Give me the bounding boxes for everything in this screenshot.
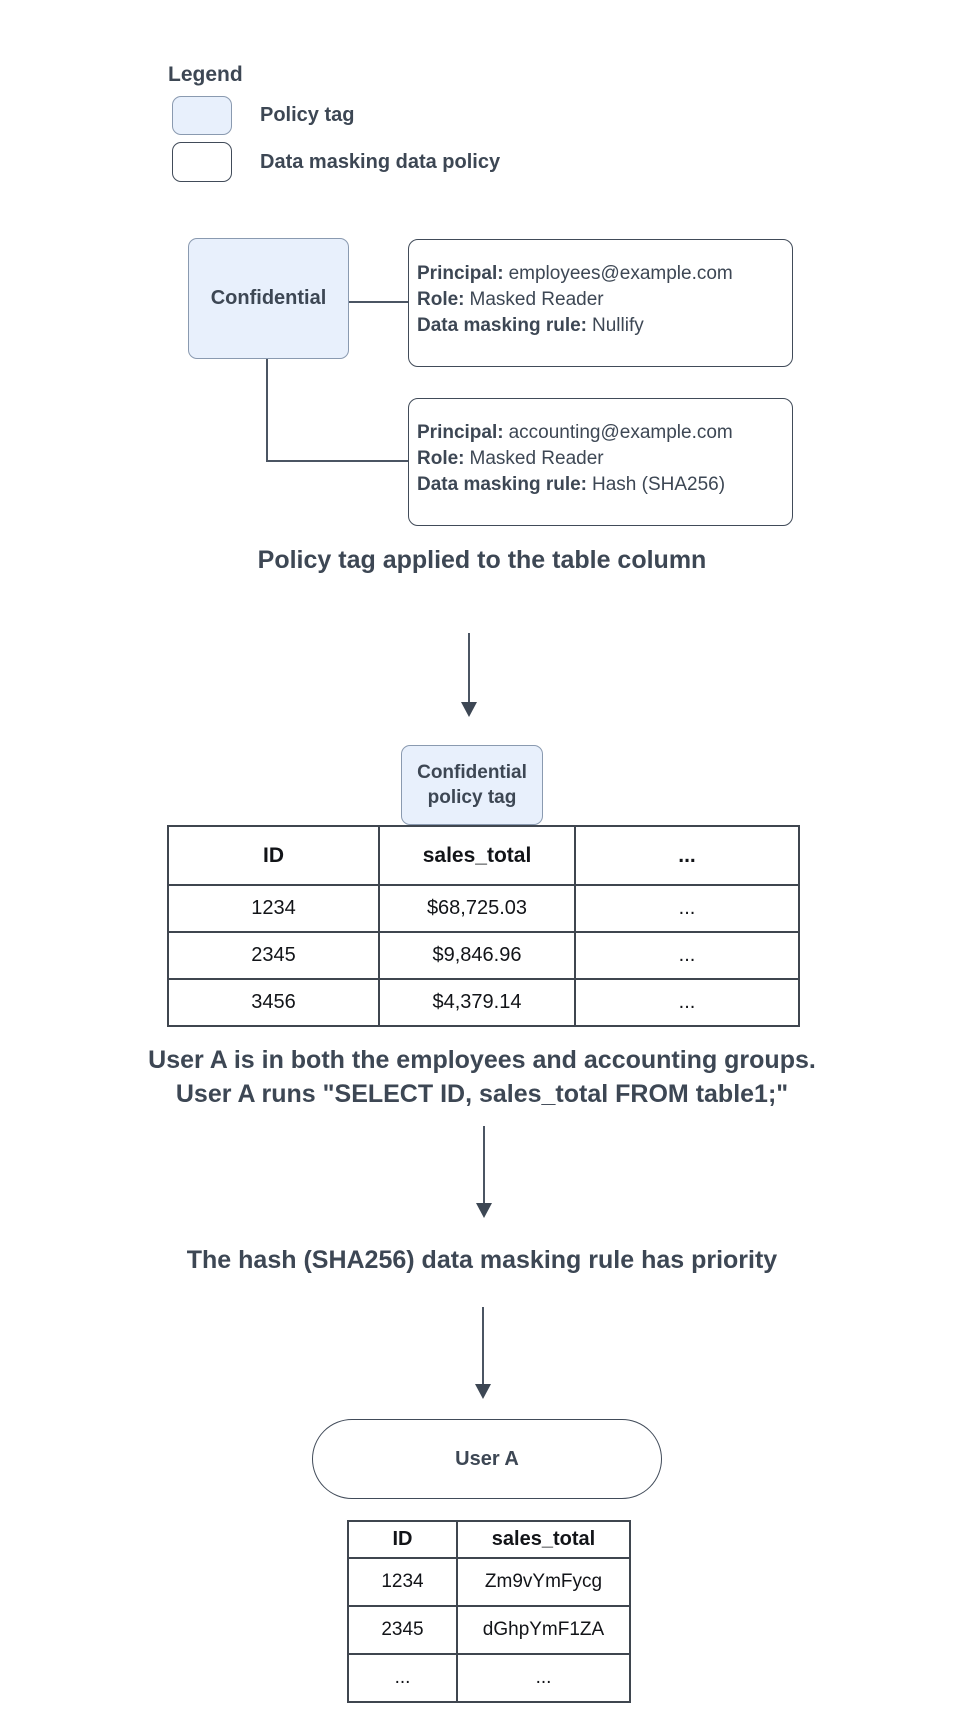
- arrow-head-icon: [475, 1384, 491, 1399]
- arrow-head-icon: [461, 702, 477, 717]
- connector-line: [266, 359, 268, 462]
- caption-hash-priority: The hash (SHA256) data masking rule has priority: [186, 1246, 778, 1274]
- table-cell: ...: [348, 1654, 457, 1702]
- arrow-stem: [483, 1126, 485, 1203]
- table-cell: ...: [575, 932, 799, 979]
- masked-result-table: [347, 1520, 631, 1703]
- table-row: [168, 932, 799, 979]
- table-cell: ...: [457, 1654, 630, 1702]
- table-cell: $9,846.96: [379, 932, 575, 979]
- role-label: Role:: [417, 448, 465, 469]
- role-value: Masked Reader: [469, 448, 604, 469]
- masking-rule-value: Hash (SHA256): [592, 474, 726, 495]
- role-line: [417, 446, 784, 472]
- table-cell: dGhpYmF1ZA: [457, 1606, 630, 1654]
- principal-value: accounting@example.com: [508, 422, 733, 443]
- masking-rule-line: [417, 472, 784, 498]
- caption-user-groups: [0, 1043, 964, 1111]
- table-cell: $68,725.03: [379, 885, 575, 932]
- arrow-head-icon: [476, 1203, 492, 1218]
- policy-tag-node-confidential: [188, 238, 349, 359]
- table-cell: 2345: [168, 932, 379, 979]
- masking-rule-line: [417, 313, 784, 339]
- column-policy-tag-badge: [401, 745, 543, 825]
- table-cell: 2345: [348, 1606, 457, 1654]
- column-header: ID: [168, 826, 379, 885]
- table-header-row: [348, 1521, 630, 1558]
- source-data-table: [167, 825, 800, 1027]
- data-masking-policy-swatch: [172, 142, 232, 182]
- role-value: Masked Reader: [469, 289, 604, 310]
- column-policy-tag-label: Confidential policy tag: [417, 762, 527, 808]
- table-row: [348, 1654, 630, 1702]
- role-label: Role:: [417, 289, 465, 310]
- masking-rule-label: Data masking rule:: [417, 474, 587, 495]
- column-header: ID: [348, 1521, 457, 1558]
- caption-line: User A runs "SELECT ID, sales_total FROM table1;": [175, 1080, 789, 1108]
- connector-line: [349, 301, 408, 303]
- table-cell: 3456: [168, 979, 379, 1026]
- table-row: [168, 885, 799, 932]
- role-line: [417, 287, 784, 313]
- down-arrow: [476, 1126, 492, 1218]
- table-header-row: [168, 826, 799, 885]
- table-row: [348, 1558, 630, 1606]
- masking-rule-label: Data masking rule:: [417, 315, 587, 336]
- data-policy-card-accounting: [408, 398, 793, 526]
- table-cell: 1234: [348, 1558, 457, 1606]
- principal-line: [417, 261, 784, 287]
- arrow-stem: [482, 1307, 484, 1384]
- connector-line: [266, 460, 408, 462]
- table-cell: Zm9vYmFycg: [457, 1558, 630, 1606]
- table-row: [348, 1606, 630, 1654]
- user-a-node: [312, 1419, 662, 1499]
- principal-value: employees@example.com: [508, 263, 733, 284]
- table-cell: $4,379.14: [379, 979, 575, 1026]
- policy-tag-swatch: [172, 96, 232, 135]
- table-cell: 1234: [168, 885, 379, 932]
- column-header: sales_total: [457, 1521, 630, 1558]
- table-cell: ...: [575, 979, 799, 1026]
- caption-line: User A is in both the employees and accounting groups.: [148, 1046, 816, 1074]
- user-a-label: User A: [455, 1447, 519, 1470]
- legend-item-label: Data masking data policy: [260, 151, 501, 173]
- principal-line: [417, 420, 784, 446]
- legend-title: Legend: [168, 63, 243, 86]
- column-header: sales_total: [379, 826, 575, 885]
- table-cell: ...: [575, 885, 799, 932]
- principal-label: Principal:: [417, 263, 504, 284]
- down-arrow: [461, 633, 477, 717]
- caption-policy-tag-applied: Policy tag applied to the table column: [257, 546, 707, 574]
- policy-tag-node-label: Confidential: [210, 287, 327, 309]
- data-policy-card-employees: [408, 239, 793, 367]
- legend-item-label: Policy tag: [260, 104, 355, 126]
- down-arrow: [475, 1307, 491, 1399]
- column-header: ...: [575, 826, 799, 885]
- principal-label: Principal:: [417, 422, 504, 443]
- arrow-stem: [468, 633, 470, 702]
- table-row: [168, 979, 799, 1026]
- masking-rule-value: Nullify: [592, 315, 644, 336]
